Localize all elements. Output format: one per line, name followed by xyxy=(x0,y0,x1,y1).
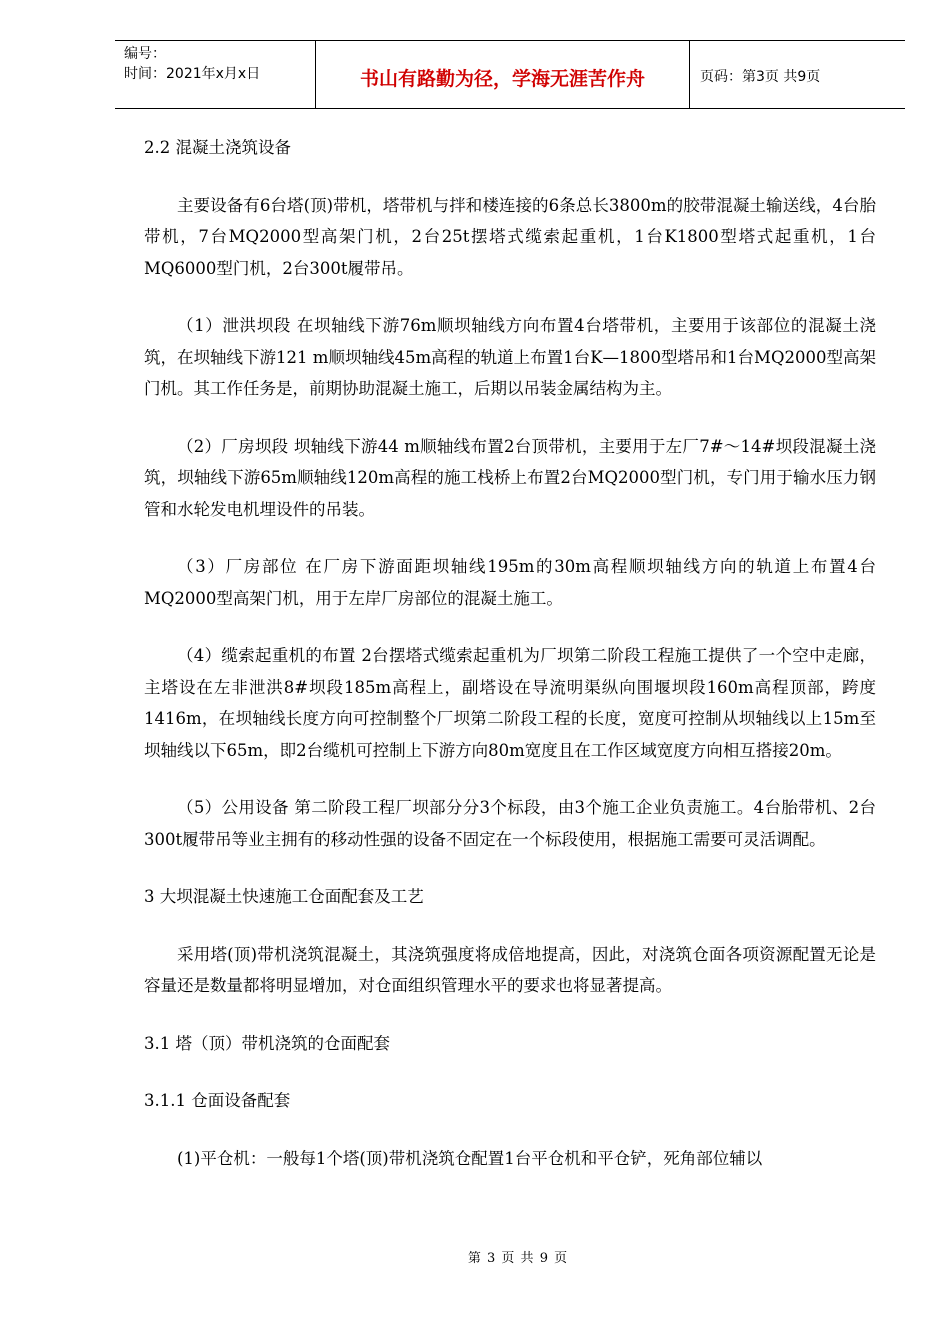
section-heading-3-1-1: 3.1.1 仓面设备配套 xyxy=(144,1091,291,1110)
paragraph-cable-crane: （4）缆索起重机的布置 2台摆塔式缆索起重机为厂坝第二阶段工程施工提供了一个空中走廊，主塔设在左非泄洪8#坝段185m高程上，副塔设在导流明渠纵向围堰坝段160m高程顶部，跨度1416m，在坝轴线长度方向可控制整个厂坝第二阶段工程的长度，宽度可控制从坝轴线以上15m至坝轴线以下65m，即2台缆机可控制上下游方向80m宽度且在工作区域宽度方向相互搭接20m。 xyxy=(144,646,876,760)
paragraph-leveling-machine: (1)平仓机：一般每1个塔(顶)带机浇筑仓配置1台平仓机和平仓铲，死角部位辅以 xyxy=(177,1148,763,1168)
header-page-info xyxy=(690,41,905,108)
paragraph-powerhouse-area: （3）厂房部位 在厂房下游面距坝轴线195m的30m高程顺坝轴线方向的轨道上布置4台MQ2000型高架门机，用于左岸厂房部位的混凝土施工。 xyxy=(144,557,876,608)
section-heading-3-1: 3.1 塔（顶）带机浇筑的仓面配套 xyxy=(144,1033,390,1053)
header-page-number: 页码：第3页 共9页 xyxy=(700,69,821,85)
paragraph-shared-equipment: （5）公用设备 第二阶段工程厂坝部分分3个标段，由3个施工企业负责施工。4台胎带机、2台300t履带吊等业主拥有的移动性强的设备不固定在一个标段使用，根据施工需要可灵活调配。 xyxy=(144,798,876,849)
page-header xyxy=(115,40,905,109)
paragraph-placement-intensity: 采用塔(顶)带机浇筑混凝土，其浇筑强度将成倍地提高，因此，对浇筑仓面各项资源配置无论是容量还是数量都将明显增加，对仓面组织管理水平的要求也将显著提高。 xyxy=(144,944,876,995)
page-footer: 第 3 页 共 9 页 xyxy=(467,1251,569,1266)
header-meta xyxy=(115,41,316,108)
header-slogan: 书山有路勤为径，学海无涯苦作舟 xyxy=(359,68,645,90)
paragraph-spillway-section: （1）泄洪坝段 在坝轴线下游76m顺坝轴线方向布置4台塔带机，主要用于该部位的混凝土浇筑，在坝轴线下游121 m顺坝轴线45m高程的轨道上布置1台K—1800型塔吊和1台MQ2000型高架门机。其工作任务是，前期协助混凝土施工，后期以吊装金属结构为主。 xyxy=(144,316,876,398)
section-heading-2-2: 2.2 混凝土浇筑设备 xyxy=(144,138,291,157)
document-time-label: 时间：2021年x月x日 xyxy=(124,66,261,82)
document-body xyxy=(144,132,876,1200)
paragraph-powerhouse-dam-section: （2）厂房坝段 坝轴线下游44 m顺轴线布置2台顶带机，主要用于左厂7#～14#坝段混凝土浇筑，坝轴线下游65m顺轴线120m高程的施工栈桥上布置2台MQ2000型门机，专门用于输水压力钢管和水轮发电机埋设件的吊装。 xyxy=(144,436,876,519)
document-number-label: 编号： xyxy=(124,46,166,62)
paragraph-equipment-overview: 主要设备有6台塔(顶)带机，塔带机与拌和楼连接的6条总长3800m的胶带混凝土输送线，4台胎带机，7台MQ2000型高架门机，2台25t摆塔式缆索起重机，1台K1800型塔式起重机，1台MQ6000型门机，2台300t履带吊。 xyxy=(144,195,876,278)
header-slogan-cell xyxy=(316,41,690,108)
section-heading-3: 3 大坝混凝土快速施工仓面配套及工艺 xyxy=(144,887,424,906)
